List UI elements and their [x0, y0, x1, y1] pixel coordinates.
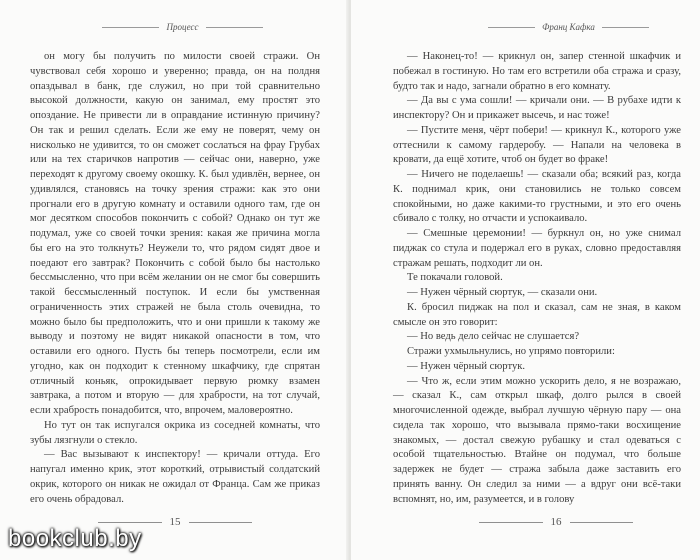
paragraph: — Нужен чёрный сюртук. — [407, 360, 526, 372]
paragraph: — Вас вызывают к инспектору! — кричали оттуда. Его напугал именно крик, этот короткий, отрывистый солдатский окрик, которого он никак не ожидал от Франца. Сам же приказ его очень обрадовал. — [30, 449, 320, 505]
paragraph: К. бросил пиджак на пол и сказал, сам не зная, в каком смысле он это говорит: — [393, 301, 681, 328]
paragraph: — Смешные церемонии! — буркнул он, но уже снимал пиджак со стула и подержал его в руках, словно предоставляя стражам решать, подходит ли он. — [393, 228, 681, 269]
paragraph: Те покачали головой. — [407, 272, 503, 284]
paragraph: — Пустите меня, чёрт побери! — крикнул К., которого уже оттеснили к самому гардеробу. — Напали на человека в кровати, да ещё хотите, чтоб он будет во фраке! — [393, 124, 681, 166]
paragraph: — Что ж, если этим можно ускорить дело, я не возражаю, — сказал К., сам открыл шкаф, долго рылся в своей многочисленной одежде, выбрал лучшую чёрную пару — она сидела так хорошо, что вызывала прямо-таки восхищение знакомых, — достал свежую рубашку и стал одеваться с особой тщательностью. Втайне он подумал, что больше задержек не будет — стража забыла даже заставить его принять ванну. Он следил за ними — а вдруг они всё-таки вспомнят, но, им, разумеется, и в голову — [393, 375, 681, 505]
left-running-head — [95, 21, 270, 33]
header-rule — [102, 27, 159, 28]
folio-rule — [479, 522, 543, 523]
header-rule — [602, 27, 649, 28]
paragraph: — Да вы с ума сошли! — кричали они. — В рубахе идти к инспектору? Он и прикажет высечь, и нас тоже! — [393, 95, 681, 121]
right-running-head-text: Франц Кафка — [542, 22, 595, 32]
right-page — [351, 0, 700, 560]
paragraph: Но тут он так испугался окрика из соседней комнаты, что зубы лязгнули о стекло. — [30, 419, 320, 446]
right-page-number: 16 — [550, 516, 562, 528]
folio-rule — [189, 522, 253, 523]
folio-rule — [98, 522, 162, 523]
watermark: bookclub.by — [8, 525, 142, 552]
paragraph: — Но ведь дело сейчас не слушается? — [407, 331, 580, 343]
right-folio — [471, 515, 641, 529]
paragraph: — Ничего не поделаешь! — сказали оба; всякий раз, когда К. поднимал крик, они становились не только совсем спокойными, но даже какими-то грустными, и это его очень сбивало с толку, но отчасти и успокаивало. — [393, 169, 681, 225]
header-rule — [206, 27, 263, 28]
right-running-head — [481, 21, 656, 33]
left-body-text — [30, 50, 320, 507]
header-rule — [488, 27, 535, 28]
left-page-number: 15 — [169, 516, 181, 528]
folio-rule — [570, 522, 634, 523]
left-page — [0, 0, 349, 560]
paragraph: — Нужен чёрный сюртук, — сказали они. — [407, 287, 598, 298]
paragraph: Стражи ухмыльнулись, но упрямо повторили: — [407, 346, 615, 357]
left-running-head-text: Процесс — [166, 22, 199, 32]
paragraph: — Наконец-то! — крикнул он, запер стенной шкафчик и побежал в гостиную. Но там его встретили оба стража и сразу, будто так и надо, загнали обратно в его комнату. — [393, 51, 681, 92]
paragraph: он могу бы получить по милости своей стражи. Он чувствовал себя хорошо и уверенно; правда, он на полдня опаздывал в банк, где служил, но при той сравнительно высокой должности, какую он занимал, ему простят это опоздание. Не привести ли в оправдание истинную причину? Он так и решил сделать. Если же ему не поверят, чему он нисколько не удивится, то он сможет сослаться на фрау Грубах или на тех старичков напротив — сейчас они, наверно, уже переходят к другому своему окошку. К. был удивлён, вернее, он удивлялся, становясь на точку зрения стражи: как это они прогнали его в другую комнату и оставили одного там, где он мог десятком способов покончить с собой? Однако он тут же подумал, уже со своей точки зрения: какая же причина могла бы его на это толкнуть? Неужели то, что рядом сидят двое и поедают его завтрак? Покончить с собой было бы настолько бессмысленно, что при всём желании он не смог бы совершить такой бессмысленный поступок. И если бы умственная ограниченность этих стражей не была столь очевидна, то можно было бы предположить, что и они пришли к такому же выводу и поэтому не видят никакой опасности в том, что оставили его одного. Пусть бы теперь посмотрели, если им угодно, как он подходит к стенному шкафчику, где спрятан отличный коньяк, опрокидывает первую рюмку взамен завтрака, а потом и вторую — для храбрости, на тот случай, если храбрость понадобится, что, впрочем, маловероятно. — [30, 51, 320, 416]
right-body-text — [393, 50, 681, 507]
